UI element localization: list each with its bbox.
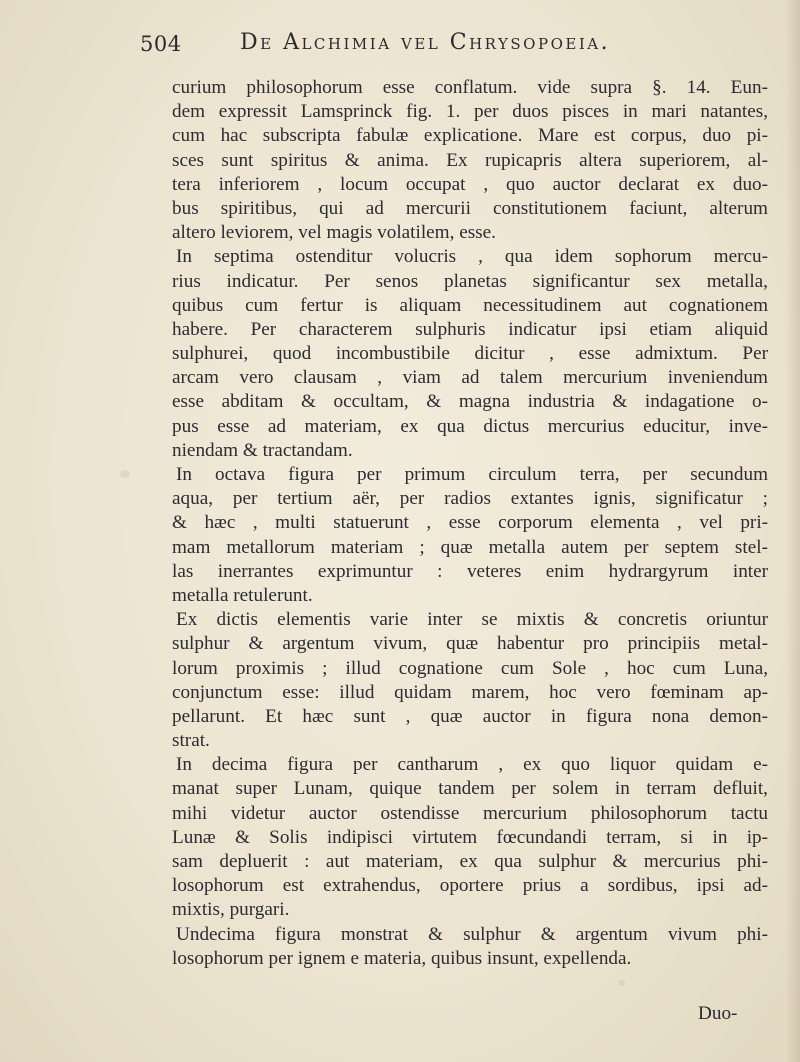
text-line: pellarunt. Et hæc sunt , quæ auctor in figura nona demon- bbox=[172, 705, 768, 727]
text-line: aqua, per tertium aër, per radios extantes ignis, significatur ; bbox=[172, 488, 768, 510]
catchword: Duo- bbox=[698, 1003, 738, 1024]
text-line: altero leviorem, vel magis volatilem, esse. bbox=[172, 222, 496, 244]
body-text bbox=[172, 76, 768, 971]
text-line: sulphurei, quod incombustibile dicitur , esse admixtum. Per bbox=[172, 343, 768, 365]
text-line: esse abditam & occultam, & magna industria & indagatione o- bbox=[172, 391, 768, 413]
text-line: rius indicatur. Per senos planetas significantur sex metalla, bbox=[172, 270, 768, 292]
text-line: losophorum est extrahendus, oportere prius a sordibus, ipsi ad- bbox=[172, 875, 768, 897]
text-line: Undecima figura monstrat & sulphur & argentum vivum phi- bbox=[176, 923, 768, 945]
text-line: cum hac subscripta fabulæ explicatione. Mare est corpus, duo pi- bbox=[172, 125, 768, 147]
text-line: quibus cum fertur is aliquam necessitudinem aut cognationem bbox=[172, 294, 768, 316]
text-line: strat. bbox=[172, 730, 210, 752]
text-line: conjunctum esse: illud quidam marem, hoc vero fœminam ap- bbox=[172, 681, 768, 703]
text-line: sam depluerit : aut materiam, ex qua sulphur & mercurius phi- bbox=[172, 851, 768, 872]
text-line: dem expressit Lamsprinck fig. 1. per duos pisces in mari natantes, bbox=[172, 101, 768, 123]
text-line: niendam & tractandam. bbox=[172, 439, 353, 461]
text-line: In octava figura per primum circulum terra, per secundum bbox=[176, 464, 768, 485]
text-line: pus esse ad materiam, ex qua dictus mercurius educitur, inve- bbox=[172, 415, 768, 437]
page-number: 504 bbox=[140, 32, 182, 56]
text-line: & hæc , multi statuerunt , esse corporum elementa , vel pri- bbox=[172, 512, 768, 534]
page-header bbox=[140, 28, 700, 64]
text-line: manat super Lunam, quique tandem per solem in terram defluit, bbox=[172, 778, 768, 800]
text-line: Ex dictis elementis varie inter se mixtis & concretis oriuntur bbox=[176, 609, 768, 631]
text-line: bus spiritibus, qui ad mercurii constitutionem faciunt, alterum bbox=[172, 197, 768, 219]
page-edge-shadow bbox=[786, 0, 800, 1062]
text-line: arcam vero clausam , viam ad talem mercurium inveniendum bbox=[172, 367, 768, 389]
foxing-spot bbox=[120, 470, 130, 478]
text-line: tera inferiorem , locum occupat , quo auctor declarat ex duo- bbox=[172, 173, 768, 195]
running-head: De Alchimia vel Chrysopoeia. bbox=[240, 30, 611, 55]
text-line: sces sunt spiritus & anima. Ex rupicapris altera superiorem, al- bbox=[172, 149, 768, 171]
text-line: metalla retulerunt. bbox=[172, 584, 313, 606]
text-line: Lunæ & Solis indipisci virtutem fœcundandi terram, si in ip- bbox=[172, 826, 768, 848]
text-line: mixtis, purgari. bbox=[172, 899, 290, 921]
text-line: sulphur & argentum vivum, quæ habentur pro principiis metal- bbox=[172, 633, 768, 655]
text-line: mam metallorum materiam ; quæ metalla autem per septem stel- bbox=[172, 536, 768, 558]
text-line: mihi videtur auctor ostendisse mercurium philosophorum tactu bbox=[172, 802, 768, 824]
foxing-spot bbox=[618, 980, 625, 986]
text-line: lorum proximis ; illud cognatione cum Sole , hoc cum Luna, bbox=[172, 657, 768, 679]
text-line: In decima figura per cantharum , ex quo liquor quidam e- bbox=[176, 754, 768, 776]
text-line: habere. Per characterem sulphuris indicatur ipsi etiam aliquid bbox=[172, 318, 768, 340]
text-line: In septima ostenditur volucris , qua idem sophorum mercu- bbox=[176, 246, 768, 268]
text-line: las inerrantes exprimuntur : veteres enim hydrargyrum inter bbox=[172, 560, 768, 582]
text-line: curium philosophorum esse conflatum. vide supra §. 14. Eun- bbox=[172, 77, 768, 98]
text-line: losophorum per ignem e materia, quibus insunt, expellenda. bbox=[172, 947, 632, 969]
